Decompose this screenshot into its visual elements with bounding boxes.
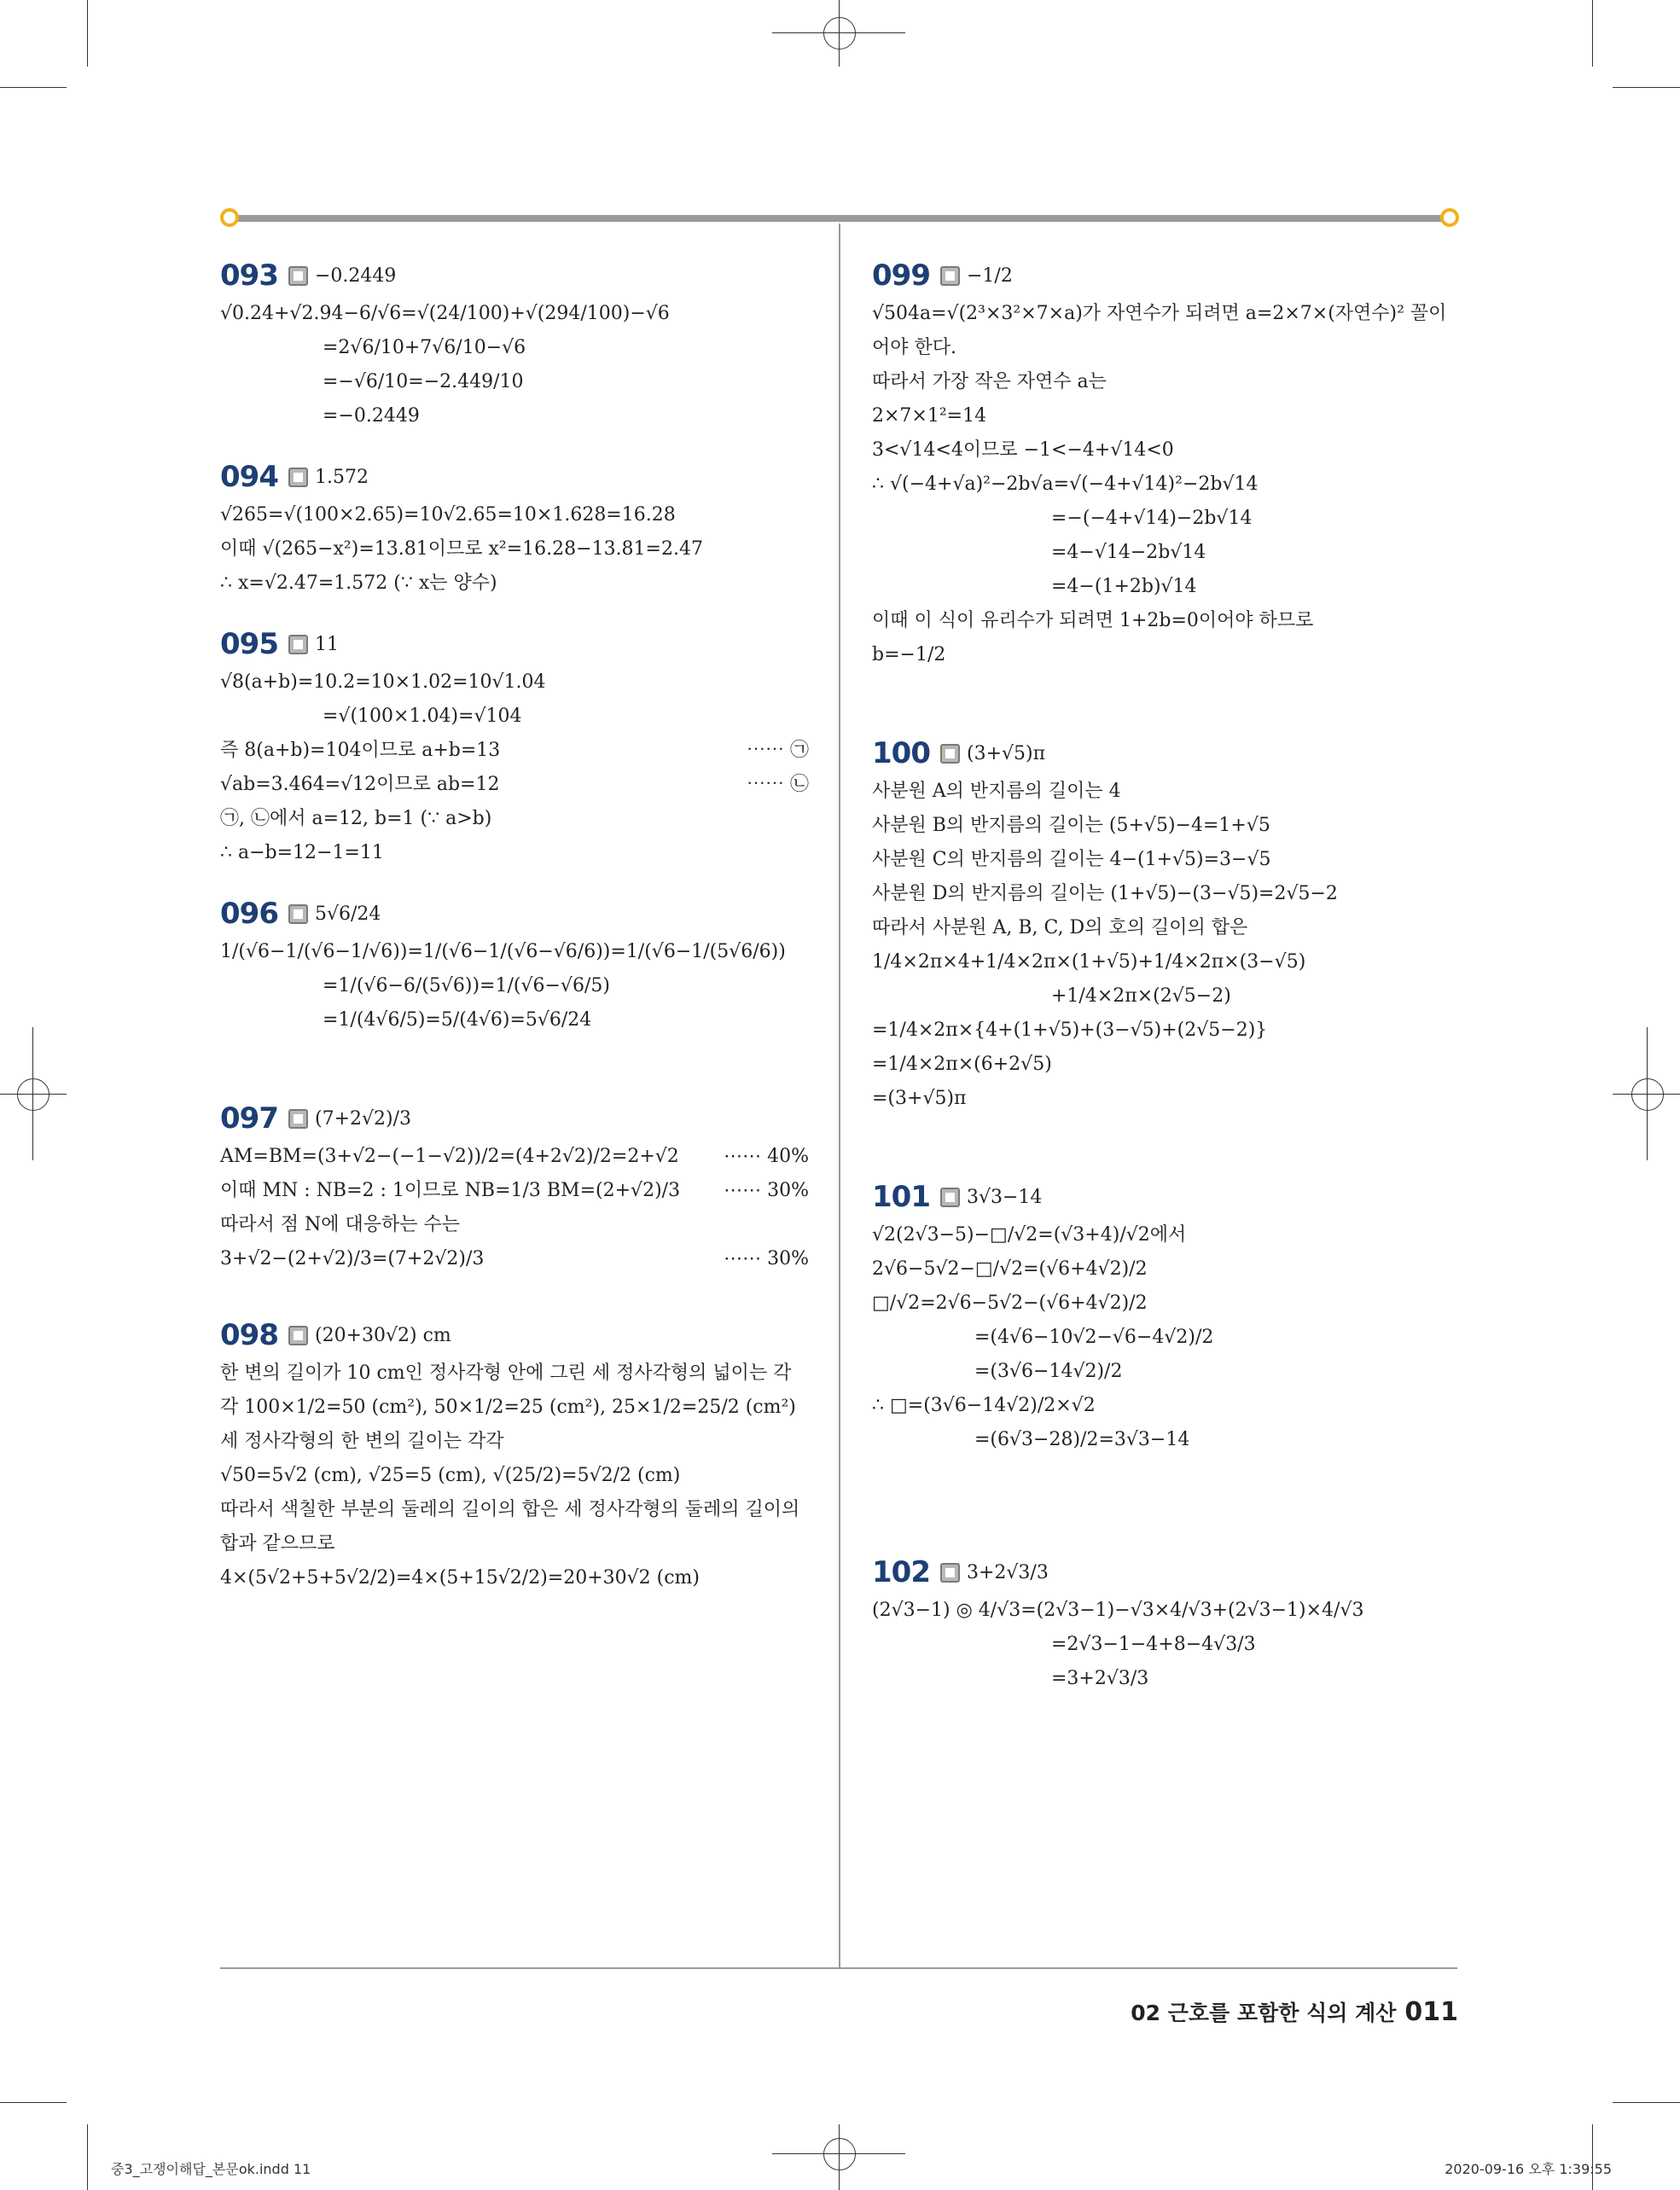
score-mark: ⋯⋯ 30% — [724, 1180, 809, 1201]
solution-line — [220, 665, 809, 700]
solution-line — [220, 734, 809, 768]
page-number: 011 — [1404, 1997, 1458, 2027]
header-dot-left — [220, 208, 239, 227]
answer-icon — [288, 1326, 308, 1345]
solution-line — [220, 836, 809, 870]
answer-icon — [940, 1188, 960, 1207]
answer-text: −0.2449 — [314, 264, 397, 287]
solution-line — [220, 1493, 809, 1527]
column-divider — [839, 224, 840, 1969]
solution-line — [872, 604, 1457, 638]
solution-text: AM=BM=(3+√2−(−1−√2))/2=(4+2√2)/2=2+√2 — [220, 1146, 679, 1167]
solution-text: ∴ √(−4+√a)²−2b√a=√(−4+√14)²−2b√14 — [872, 473, 1259, 495]
solution-text: 3+√2−(2+√2)/3=(7+2√2)/3 — [220, 1248, 485, 1269]
answer-text: 3+2√3/3 — [966, 1561, 1049, 1583]
slug-file: 중3_고쟁이해답_본문ok.indd 11 — [111, 2161, 311, 2177]
solution-text: √50=5√2 (cm), √25=5 (cm), √(25/2)=5√2/2 (cm) — [220, 1465, 681, 1486]
problem-number: 100 — [872, 736, 930, 770]
solution-line — [872, 1082, 1457, 1116]
problem-number: 093 — [220, 259, 278, 293]
crop-mark — [0, 1094, 67, 1095]
solution-line — [872, 1014, 1457, 1048]
solution-text: 즉 8(a+b)=104이므로 a+b=13 — [220, 740, 501, 761]
problem-100 — [872, 732, 1457, 1116]
solution-line — [872, 1628, 1457, 1662]
solution-text: =1/4×2π×{4+(1+√5)+(3−√5)+(2√5−2)} — [872, 1019, 1268, 1041]
solution-line — [872, 1355, 1457, 1389]
solution-text: =1/(√6−6/(5√6))=1/(√6−√6/5) — [323, 975, 610, 996]
registration-mark — [1631, 1078, 1664, 1111]
solution-text: 3<√14<4이므로 −1<−4+√14<0 — [872, 439, 1174, 461]
registration-mark — [17, 1078, 49, 1111]
crop-mark — [839, 0, 840, 67]
solution-line — [872, 877, 1457, 911]
problem-number: 097 — [220, 1101, 278, 1136]
score-mark: ⋯⋯ 40% — [724, 1146, 809, 1167]
solution-line — [872, 331, 1457, 365]
crop-mark — [87, 2124, 88, 2190]
header-dot-right — [1440, 208, 1459, 227]
solution-line — [872, 1389, 1457, 1423]
answer-icon — [940, 744, 960, 764]
solution-text: 합과 같으므로 — [220, 1533, 335, 1554]
problem-number: 101 — [872, 1180, 930, 1214]
problem-number: 102 — [872, 1555, 930, 1589]
solution-text: (2√3−1) ◎ 4/√3=(2√3−1)−√3×4/√3+(2√3−1)×4/√3 — [872, 1600, 1364, 1621]
problem-093 — [220, 254, 809, 433]
solution-line — [872, 502, 1457, 536]
problem-header — [872, 1551, 1457, 1594]
solution-text: 4×(5√2+5+5√2/2)=4×(5+15√2/2)=20+30√2 (cm) — [220, 1567, 700, 1589]
solution-line — [872, 1321, 1457, 1355]
solution-line — [220, 1459, 809, 1493]
answer-icon — [288, 266, 308, 286]
crop-mark — [0, 2102, 67, 2103]
solution-text: ∴ a−b=12−1=11 — [220, 842, 384, 863]
problem-101 — [872, 1176, 1457, 1457]
solution-text: =4−(1+2b)√14 — [1051, 576, 1197, 597]
solution-text: 1/(√6−1/(√6−1/√6))=1/(√6−1/(√6−√6/6))=1/(√6−1/(5√6/6)) — [220, 941, 786, 962]
solution-text: =(4√6−10√2−√6−4√2)/2 — [974, 1327, 1214, 1348]
score-mark: ⋯⋯ ㉠ — [747, 740, 809, 761]
solution-text: 각 100×1/2=50 (cm²), 50×1/2=25 (cm²), 25×1/2=25/2 (cm²) — [220, 1397, 796, 1418]
problem-094 — [220, 456, 809, 601]
problem-number: 096 — [220, 897, 278, 931]
bottom-rule — [220, 1967, 1457, 1969]
solution-text: 따라서 색칠한 부분의 둘레의 길이의 합은 세 정사각형의 둘레의 길이의 — [220, 1499, 800, 1520]
solution-line — [220, 498, 809, 532]
solution-line — [872, 1662, 1457, 1696]
chapter-title: 02 근호를 포함한 식의 계산 — [1131, 2001, 1397, 2025]
solution-line — [220, 1003, 809, 1037]
solution-text: 이때 MN : NB=2 : 1이므로 NB=1/3 BM=(2+√2)/3 — [220, 1180, 681, 1201]
solution-text: =−(−4+√14)−2b√14 — [1051, 508, 1253, 529]
solution-line — [220, 399, 809, 433]
solution-text: =1/4×2π×(6+2√5) — [872, 1054, 1052, 1075]
problem-number: 095 — [220, 627, 278, 661]
solution-text: 2√6−5√2−□/√2=(√6+4√2)/2 — [872, 1258, 1148, 1280]
problem-096 — [220, 892, 809, 1037]
solution-text: 사분원 B의 반지름의 길이는 (5+√5)−4=1+√5 — [872, 815, 1270, 836]
solution-line — [872, 638, 1457, 672]
solution-text: √265=√(100×2.65)=10√2.65=10×1.628=16.28 — [220, 504, 676, 526]
problem-number: 098 — [220, 1318, 278, 1352]
solution-line — [872, 570, 1457, 604]
problem-095 — [220, 623, 809, 870]
solution-line — [872, 1594, 1457, 1628]
left-column — [220, 254, 809, 1612]
score-mark: ⋯⋯ 30% — [724, 1248, 809, 1269]
solution-line — [872, 809, 1457, 843]
problem-header — [220, 254, 809, 297]
solution-text: 이때 √(265−x²)=13.81이므로 x²=16.28−13.81=2.47 — [220, 538, 703, 560]
problem-number: 094 — [220, 460, 278, 494]
solution-line — [872, 468, 1457, 502]
solution-text: 사분원 C의 반지름의 길이는 4−(1+√5)=3−√5 — [872, 849, 1271, 870]
solution-line — [220, 1527, 809, 1561]
solution-text: =3+2√3/3 — [1051, 1668, 1149, 1689]
answer-icon — [288, 635, 308, 654]
crop-mark — [1647, 1027, 1648, 1160]
solution-text: 1/4×2π×4+1/4×2π×(1+√5)+1/4×2π×(3−√5) — [872, 951, 1306, 973]
answer-text: (20+30√2) cm — [314, 1324, 451, 1346]
registration-mark — [823, 17, 856, 49]
solution-text: =(6√3−28)/2=3√3−14 — [974, 1429, 1190, 1450]
problem-097 — [220, 1097, 809, 1276]
solution-text: 따라서 점 N에 대응하는 수는 — [220, 1214, 460, 1235]
solution-line — [220, 969, 809, 1003]
solution-line — [220, 1242, 809, 1276]
problem-099 — [872, 254, 1457, 672]
solution-text: √0.24+√2.94−6/√6=√(24/100)+√(294/100)−√6 — [220, 303, 670, 324]
solution-line — [220, 802, 809, 836]
crop-mark — [839, 2124, 840, 2190]
solution-text: 사분원 D의 반지름의 길이는 (1+√5)−(3−√5)=2√5−2 — [872, 883, 1338, 904]
solution-text: =√(100×1.04)=√104 — [323, 706, 522, 727]
solution-text: =−0.2449 — [323, 405, 420, 427]
solution-line — [872, 843, 1457, 877]
solution-text: =(3+√5)π — [872, 1088, 967, 1109]
answer-icon — [940, 1563, 960, 1583]
answer-text: −1/2 — [966, 264, 1013, 287]
answer-icon — [288, 468, 308, 487]
solution-text: ㉠, ㉡에서 a=12, b=1 (∵ a>b) — [220, 808, 492, 829]
solution-line — [872, 1218, 1457, 1252]
solution-text: b=−1/2 — [872, 644, 946, 665]
answer-text: (3+√5)π — [966, 742, 1046, 764]
solution-text: ∴ □=(3√6−14√2)/2×√2 — [872, 1395, 1096, 1416]
crop-mark — [87, 0, 88, 67]
problem-header — [220, 623, 809, 665]
solution-line — [872, 1048, 1457, 1082]
solution-line — [872, 1252, 1457, 1287]
registration-mark — [823, 2138, 856, 2170]
solution-line — [220, 1140, 809, 1174]
crop-mark — [32, 1027, 33, 1160]
solution-text: =2√3−1−4+8−4√3/3 — [1051, 1634, 1256, 1655]
problem-header — [872, 1176, 1457, 1218]
problem-number: 099 — [872, 259, 930, 293]
crop-mark — [1592, 2124, 1593, 2190]
header-rule — [230, 215, 1449, 222]
solution-text: 2×7×1²=14 — [872, 405, 987, 427]
solution-text: 따라서 사분원 A, B, C, D의 호의 길이의 합은 — [872, 917, 1248, 938]
solution-line — [220, 700, 809, 734]
solution-line — [220, 768, 809, 802]
solution-line — [220, 331, 809, 365]
solution-line — [872, 1423, 1457, 1457]
solution-text: 이때 이 식이 유리수가 되려면 1+2b=0이어야 하므로 — [872, 610, 1314, 631]
solution-text: =2√6/10+7√6/10−√6 — [323, 337, 526, 358]
solution-text: 어야 한다. — [872, 337, 956, 358]
solution-line — [872, 979, 1457, 1014]
solution-text: □/√2=2√6−5√2−(√6+4√2)/2 — [872, 1293, 1148, 1314]
answer-icon — [288, 904, 308, 924]
solution-text: +1/4×2π×(2√5−2) — [1051, 985, 1231, 1007]
solution-line — [872, 365, 1457, 399]
answer-text: 11 — [314, 633, 339, 655]
answer-text: (7+2√2)/3 — [314, 1107, 412, 1130]
solution-text: =−√6/10=−2.449/10 — [323, 371, 524, 392]
solution-line — [220, 365, 809, 399]
answer-icon — [940, 266, 960, 286]
crop-mark — [1613, 87, 1680, 88]
solution-line — [220, 1391, 809, 1425]
page-footer — [1131, 1996, 1458, 2027]
problem-header — [220, 456, 809, 498]
crop-mark — [1613, 2102, 1680, 2103]
solution-line — [872, 1287, 1457, 1321]
solution-line — [872, 911, 1457, 945]
right-column — [872, 254, 1457, 1713]
solution-line — [220, 935, 809, 969]
solution-line — [872, 433, 1457, 468]
problem-098 — [220, 1314, 809, 1595]
problem-102 — [872, 1551, 1457, 1696]
slug-date: 2020-09-16 오후 1:39:55 — [1445, 2161, 1612, 2177]
problem-header — [872, 254, 1457, 297]
solution-text: 사분원 A의 반지름의 길이는 4 — [872, 781, 1121, 802]
crop-mark — [0, 87, 67, 88]
answer-icon — [288, 1109, 308, 1129]
solution-text: =1/(4√6/5)=5/(4√6)=5√6/24 — [323, 1009, 592, 1031]
problem-header — [220, 892, 809, 935]
solution-text: √2(2√3−5)−□/√2=(√3+4)/√2에서 — [872, 1224, 1187, 1246]
problem-header — [220, 1314, 809, 1356]
solution-line — [872, 536, 1457, 570]
solution-text: √ab=3.464=√12이므로 ab=12 — [220, 774, 500, 795]
solution-line — [872, 399, 1457, 433]
solution-line — [220, 1356, 809, 1391]
solution-text: 세 정사각형의 한 변의 길이는 각각 — [220, 1431, 504, 1452]
solution-line — [872, 775, 1457, 809]
solution-text: ∴ x=√2.47=1.572 (∵ x는 양수) — [220, 572, 497, 594]
crop-mark — [1592, 0, 1593, 67]
solution-line — [220, 532, 809, 566]
solution-line — [220, 297, 809, 331]
solution-line — [872, 945, 1457, 979]
problem-header — [220, 1097, 809, 1140]
answer-text: 3√3−14 — [966, 1186, 1043, 1208]
solution-line — [220, 1425, 809, 1459]
solution-text: 따라서 가장 작은 자연수 a는 — [872, 371, 1107, 392]
solution-line — [220, 1208, 809, 1242]
solution-line — [220, 1561, 809, 1595]
solution-text: =4−√14−2b√14 — [1051, 542, 1206, 563]
solution-line — [220, 1174, 809, 1208]
answer-text: 1.572 — [314, 466, 369, 488]
solution-line — [872, 297, 1457, 331]
solution-text: 한 변의 길이가 10 cm인 정사각형 안에 그린 세 정사각형의 넓이는 각 — [220, 1362, 792, 1384]
problem-header — [872, 732, 1457, 775]
answer-text: 5√6/24 — [314, 903, 381, 925]
solution-line — [220, 566, 809, 601]
solution-text: √504a=√(2³×3²×7×a)가 자연수가 되려면 a=2×7×(자연수)² 꼴이 — [872, 303, 1447, 324]
solution-text: √8(a+b)=10.2=10×1.02=10√1.04 — [220, 671, 546, 693]
solution-text: =(3√6−14√2)/2 — [974, 1361, 1123, 1382]
score-mark: ⋯⋯ ㉡ — [747, 774, 809, 795]
